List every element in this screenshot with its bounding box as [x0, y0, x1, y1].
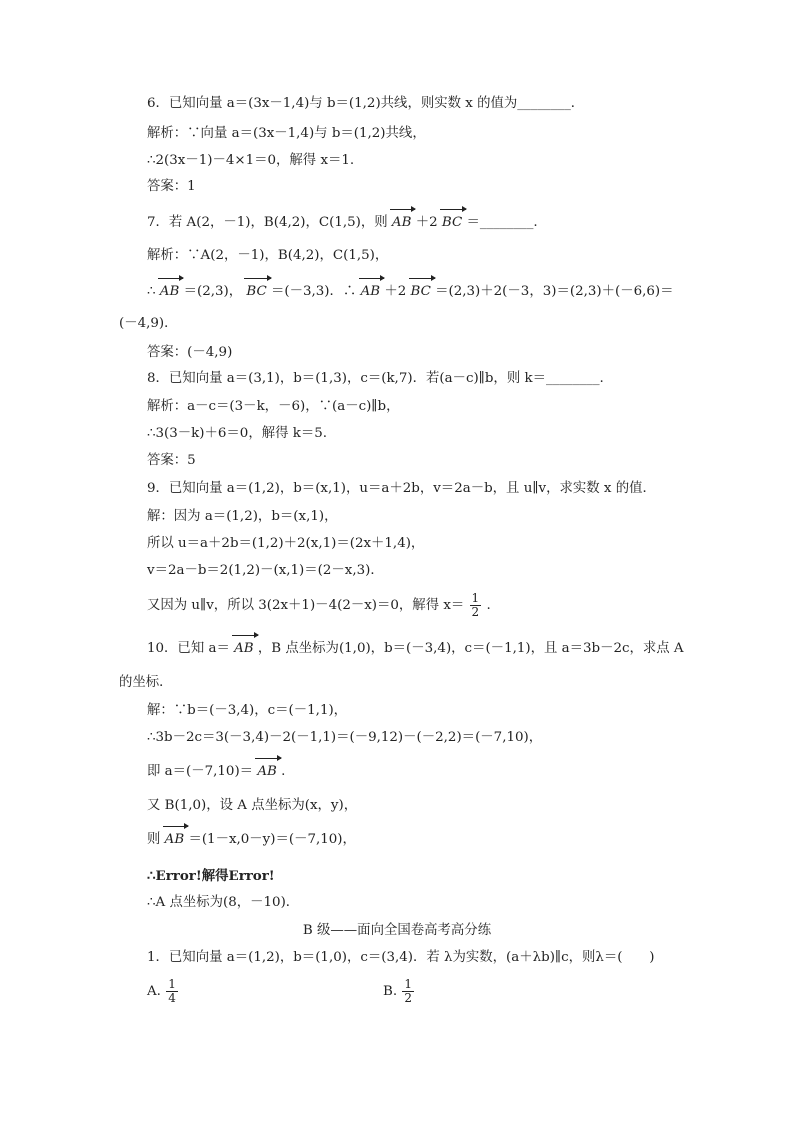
question-8: 8．已知向量 a＝(3,1)，b＝(1,3)，c＝(k,7)．若(a－c)∥b，则 k＝________.	[147, 371, 604, 386]
q10-rest: ，B 点坐标为(1,0)，b＝(－3,4)，c＝(－1,1)，且 a＝3b－2c，求点 A	[257, 641, 684, 656]
q8-answer: 答案：5	[147, 453, 196, 468]
q8-solution: 解析：a－c＝(3－k，－6)，∵(a－c)∥b，	[147, 399, 400, 414]
q10-step-1: 解：∵b＝(－3,4)，c＝(－1,1)，	[147, 703, 348, 718]
q7-result: (－4,9)．	[119, 316, 178, 331]
q10-step-5	[147, 831, 356, 849]
option-b	[383, 978, 415, 1005]
q9-end: .	[486, 598, 491, 613]
question-6: 6．已知向量 a＝(3x－1,4)与 b＝(1,2)共线，则实数 x 的值为________．	[147, 96, 585, 111]
q7-therefore: ∴	[147, 284, 156, 299]
option-b-label: B.	[383, 984, 398, 999]
q7-solution: 解析：∵A(2，－1)，B(4,2)，C(1,5)，	[147, 248, 389, 263]
q10-line-2: 的坐标．	[119, 675, 173, 690]
fraction	[402, 978, 414, 1005]
q10-step-2: ∴3b－2c＝3(－3,4)－2(－1,1)＝(－9,12)－(－2,2)＝(－7,10)，	[147, 730, 543, 745]
question-9: 9．已知向量 a＝(1,2)，b＝(x,1)，u＝a＋2b，v＝2a－b，且 u∥v，求实数 x 的值．	[147, 481, 656, 496]
q9-step-4-text: 又因为 u∥v，所以 3(2x＋1)－4(2－x)＝0，解得 x＝	[147, 598, 465, 613]
q7-plus2: ＋2	[384, 284, 407, 299]
q10-start: 10．已知 a＝	[147, 641, 230, 656]
q7-ab-val: ＝(2,3)，	[183, 284, 243, 299]
vector-ab: AB	[360, 284, 381, 299]
fraction-numerator: 1	[471, 591, 480, 605]
fraction-numerator: 1	[168, 977, 176, 991]
fraction-denominator: 2	[471, 605, 480, 619]
vector-bc: BC	[246, 284, 267, 299]
q7-sum: ＝(2,3)＋2(－3，3)＝(2,3)＋(－6,6)＝	[435, 284, 674, 299]
vector-ab: AB	[164, 832, 185, 847]
q10-step-3	[147, 763, 285, 781]
q10-step-6: ∴Error!解得Error!	[147, 868, 275, 884]
section-heading: B 级——面向全国卷高考高分练	[302, 923, 492, 938]
q7-calc-line	[147, 283, 674, 301]
q8-calc: ∴3(3－k)＋6＝0，解得 k＝5.	[147, 426, 328, 441]
option-a	[147, 978, 179, 1005]
vector-ab: AB	[234, 641, 254, 656]
vector-ab: AB	[257, 764, 277, 779]
q9-step-2: 所以 u＝a＋2b＝(1,2)＋2(x,1)＝(2x＋1,4)，	[147, 536, 425, 551]
q7-post: ＝________.	[466, 215, 538, 230]
q9-step-1: 解：因为 a＝(1,2)，b＝(x,1)，	[147, 509, 338, 524]
q6-solution: 解析：∵向量 a＝(3x－1,4)与 b＝(1,2)共线，	[147, 126, 426, 141]
fraction	[470, 592, 482, 619]
fraction-denominator: 4	[168, 991, 176, 1005]
q10-step-5-text: 则	[147, 832, 161, 847]
vector-bc: BC	[441, 215, 463, 230]
q7-answer: 答案：(－4,9)	[147, 345, 233, 360]
q6-answer: 答案：1	[147, 179, 196, 194]
q10-step-3-text: 即 a＝(－7,10)＝	[147, 764, 254, 779]
q10-step-7: ∴A 点坐标为(8，－10)．	[147, 895, 300, 910]
q7-pre: 7．若 A(2，－1)，B(4,2)，C(1,5)，则	[147, 215, 388, 230]
question-7	[147, 214, 538, 232]
q9-step-3: v＝2a－b＝2(1,2)－(x,1)＝(2－x,3)．	[147, 563, 384, 578]
vector-bc: BC	[410, 284, 431, 299]
question-10	[147, 640, 684, 658]
fraction	[166, 978, 178, 1005]
q10-step-3-end: .	[281, 764, 286, 779]
vector-ab: AB	[159, 284, 180, 299]
q7-bc-val: ＝(－3,3)．∴	[270, 284, 357, 299]
fraction-numerator: 1	[404, 977, 413, 991]
q10-step-5-eq: ＝(1－x,0－y)＝(－7,10)，	[188, 832, 356, 847]
q7-mid: ＋2	[415, 215, 438, 230]
question-b1: 1．已知向量 a＝(1,2)，b＝(1,0)，c＝(3,4)．若 λ为实数，(a＋λb)∥c，则λ＝( )	[147, 950, 655, 965]
option-a-label: A.	[147, 984, 161, 999]
q6-calc: ∴2(3x－1)－4×1＝0，解得 x＝1.	[147, 153, 355, 168]
q9-step-4	[147, 592, 491, 619]
fraction-denominator: 2	[404, 991, 413, 1005]
vector-ab: AB	[391, 215, 412, 230]
q10-step-4: 又 B(1,0)，设 A 点坐标为(x，y)，	[147, 798, 358, 813]
